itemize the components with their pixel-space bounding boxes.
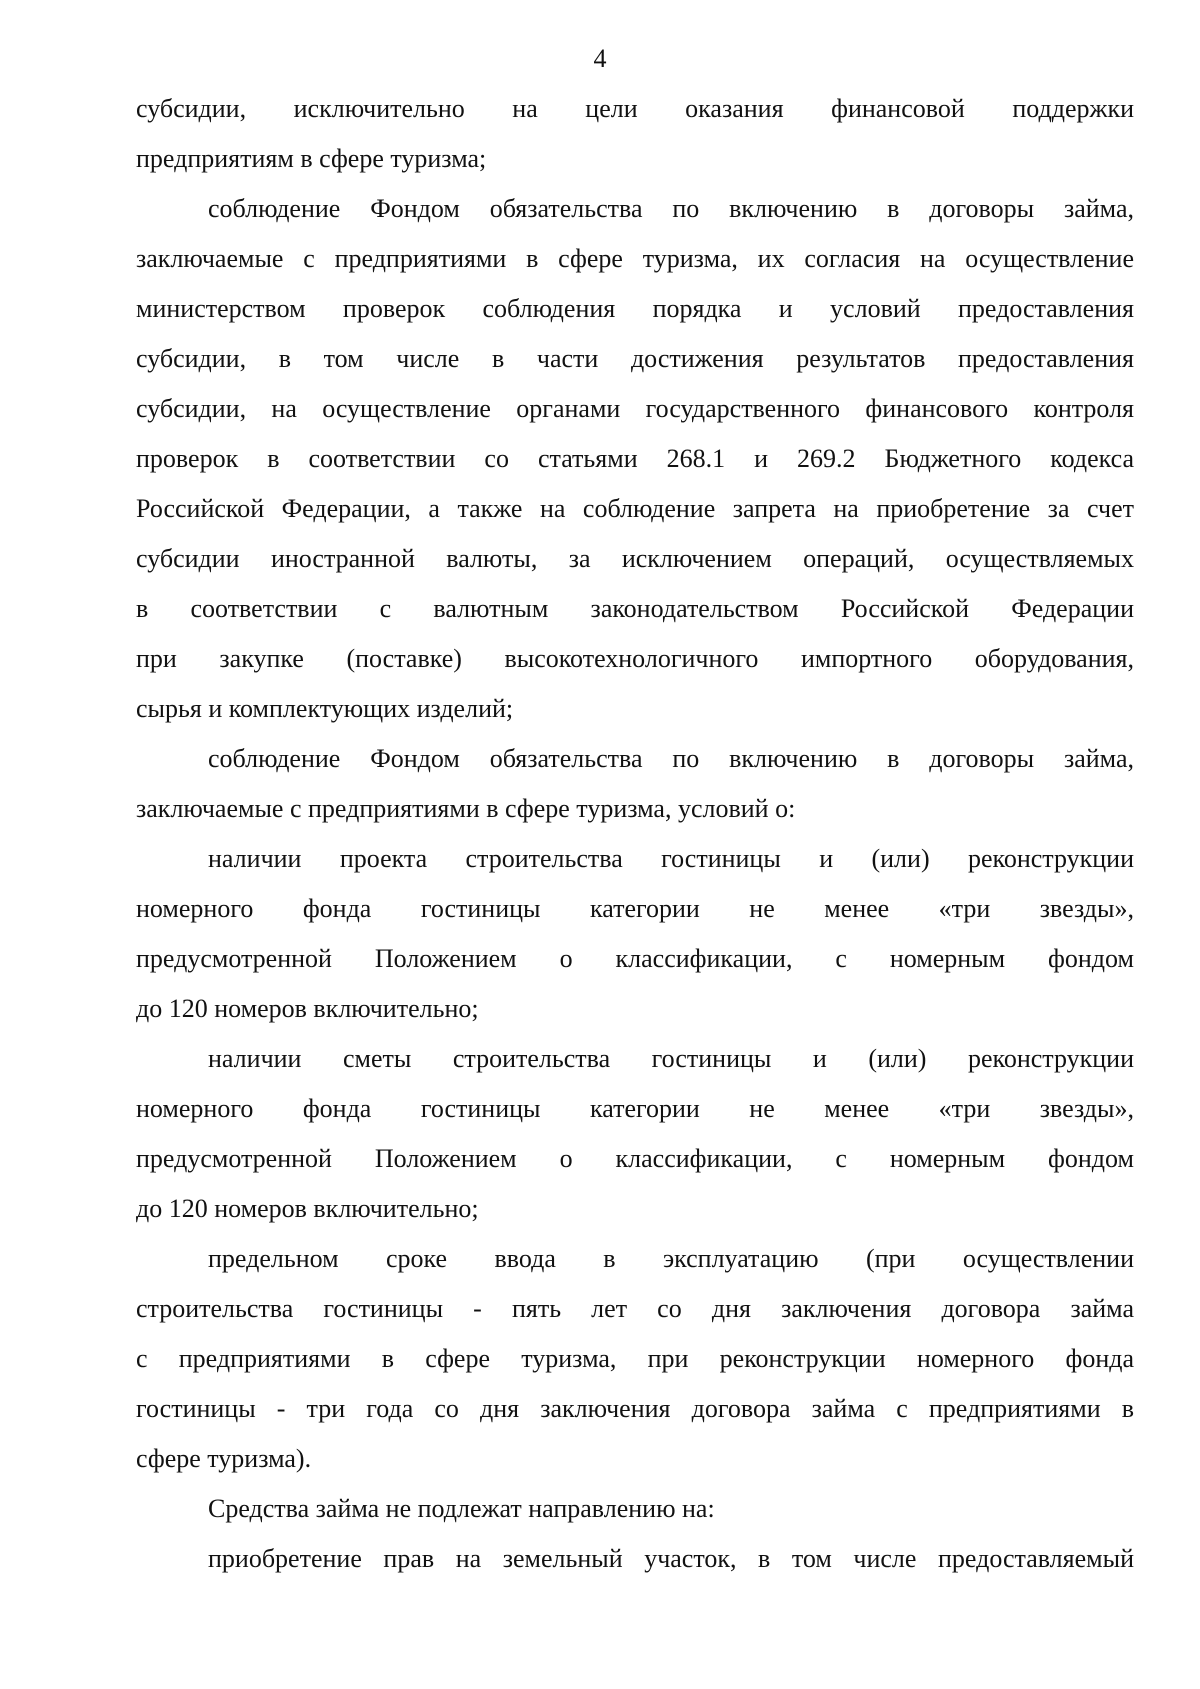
text-line: сырья и комплектующих изделий; — [136, 694, 514, 723]
text-line: заключаемые с предприятиями в сфере туризма, условий о: — [136, 794, 796, 823]
text-line: субсидии, исключительно на цели оказания финансовой поддержки — [136, 94, 1134, 123]
text-line: гостиницы - три года со дня заключения договора займа с предприятиями в — [136, 1394, 1134, 1423]
text-line: с предприятиями в сфере туризма, при реконструкции номерного фонда — [136, 1344, 1134, 1373]
text-line: до 120 номеров включительно; — [136, 1194, 479, 1223]
text-line: предусмотренной Положением о классификации, с номерным фондом — [136, 1144, 1134, 1173]
text-line: до 120 номеров включительно; — [136, 994, 479, 1023]
text-line: министерством проверок соблюдения порядка и условий предоставления — [136, 294, 1134, 323]
text-line: соблюдение Фондом обязательства по включению в договоры займа, — [208, 744, 1134, 773]
text-line: номерного фонда гостиницы категории не менее «три звезды», — [136, 894, 1134, 923]
text-line: номерного фонда гостиницы категории не менее «три звезды», — [136, 1094, 1134, 1123]
text-line: предприятиям в сфере туризма; — [136, 144, 487, 173]
text-line: наличии проекта строительства гостиницы и (или) реконструкции — [208, 844, 1134, 873]
text-line: заключаемые с предприятиями в сфере туризма, их согласия на осуществление — [136, 244, 1134, 273]
text-line: предельном сроке ввода в эксплуатацию (при осуществлении — [208, 1244, 1134, 1273]
text-line: Российской Федерации, а также на соблюдение запрета на приобретение за счет — [136, 494, 1134, 523]
text-line: в соответствии с валютным законодательством Российской Федерации — [136, 594, 1134, 623]
text-line: при закупке (поставке) высокотехнологичного импортного оборудования, — [136, 644, 1134, 673]
text-line: строительства гостиницы - пять лет со дня заключения договора займа — [136, 1294, 1134, 1323]
document-body — [136, 84, 1134, 1584]
text-line: приобретение прав на земельный участок, в том числе предоставляемый — [208, 1544, 1134, 1573]
text-line: субсидии, на осуществление органами государственного финансового контроля — [136, 394, 1134, 423]
text-line: сфере туризма). — [136, 1444, 312, 1473]
text-line: субсидии, в том числе в части достижения результатов предоставления — [136, 344, 1134, 373]
text-line: проверок в соответствии со статьями 268.1 и 269.2 Бюджетного кодекса — [136, 444, 1134, 473]
page-number: 4 — [593, 44, 607, 73]
text-line: Средства займа не подлежат направлению на: — [208, 1494, 715, 1523]
text-line: предусмотренной Положением о классификации, с номерным фондом — [136, 944, 1134, 973]
text-line: наличии сметы строительства гостиницы и (или) реконструкции — [208, 1044, 1134, 1073]
text-line: соблюдение Фондом обязательства по включению в договоры займа, — [208, 194, 1134, 223]
text-line: субсидии иностранной валюты, за исключением операций, осуществляемых — [136, 544, 1134, 573]
